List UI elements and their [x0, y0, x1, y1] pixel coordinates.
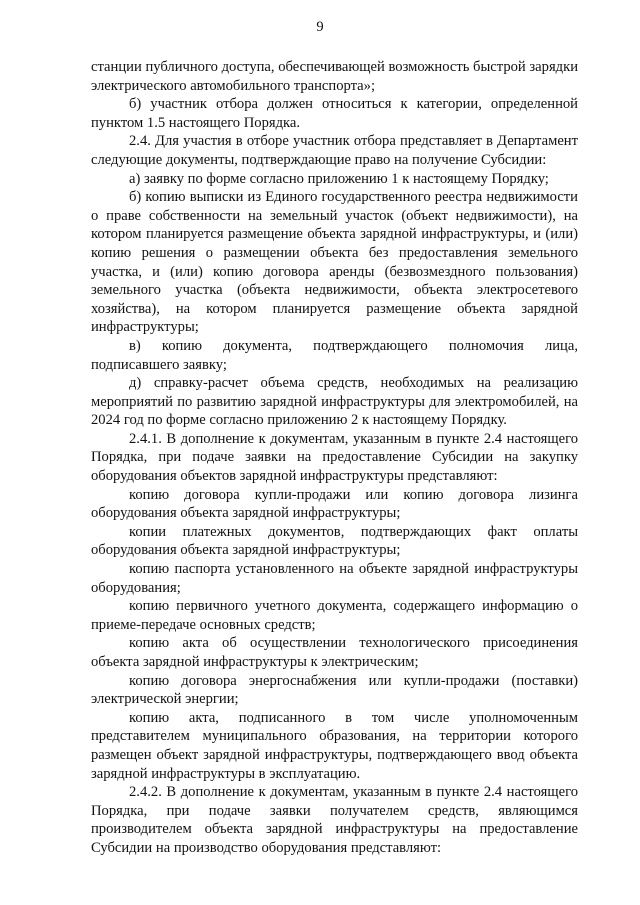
paragraph-9: копию договора купли-продажи или копию договора лизинга оборудования объекта зарядной инфраструктуры; — [91, 486, 578, 522]
paragraph-11: копию паспорта установленного на объекте зарядной инфраструктуры оборудования; — [91, 561, 578, 596]
paragraph-7: д) справку-расчет объема средств, необходимых на реализацию мероприятий по развитию зарядной инфраструктуры для электромобилей, на 2024 год по форме согласно приложению 2 к настоящему Порядку. — [91, 375, 578, 429]
page-number: 9 — [316, 19, 324, 35]
paragraph-14: копию договора энергоснабжения или купли-продажи (поставки) электрической энергии; — [91, 672, 578, 708]
paragraph-13: копию акта об осуществлении технологического присоединения объекта зарядной инфраструктуры к электрическим; — [91, 635, 578, 670]
paragraph-3: 2.4. Для участия в отборе участник отбора представляет в Департамент следующие документы, подтверждающие право на получение Субсидии: — [91, 133, 578, 168]
paragraph-1: станции публичного доступа, обеспечивающей возможность быстрой зарядки электрического автомобильного транспорта»; — [91, 59, 578, 94]
paragraph-10: копии платежных документов, подтверждающих факт оплаты оборудования объекта зарядной инфраструктуры; — [91, 523, 578, 559]
paragraph-4: а) заявку по форме согласно приложению 1 к настоящему Порядку; — [129, 170, 549, 187]
paragraph-6: в) копию документа, подтверждающего полномочия лица, подписавшего заявку; — [91, 337, 578, 373]
document-body — [91, 58, 578, 858]
paragraph-16: 2.4.2. В дополнение к документам, указанным в пункте 2.4 настоящего Порядка, при подаче заявки получателем средств, являющимся производителем объекта зарядной инфраструктуры на предоставление Субсидии на производство оборудования представляют: — [91, 784, 578, 856]
paragraph-2: б) участник отбора должен относиться к категории, определенной пунктом 1.5 настоящего Порядка. — [91, 96, 578, 131]
paragraph-8: 2.4.1. В дополнение к документам, указанным в пункте 2.4 настоящего Порядка, при подаче заявки на предоставление Субсидии на закупку оборудования объектов зарядной инфраструктуры представляют: — [91, 430, 578, 485]
paragraph-12: копию первичного учетного документа, содержащего информацию о приеме-передаче основных средств; — [91, 598, 578, 633]
paragraph-15: копию акта, подписанного в том числе уполномоченным представителем муниципального образования, на территории которого размещен объект зарядной инфраструктуры, подтверждающего ввод объекта зарядной инфраструктуры в эксплуатацию. — [91, 709, 578, 782]
paragraph-5: б) копию выписки из Единого государственного реестра недвижимости о праве собственности на земельный участок (объект недвижимости), на котором планируется размещение объекта зарядной инфраструктуры, и (или) копию решения о размещении объекта без предоставления земельного участка, и (или) копию договора аренды (безвозмездного пользования) земельного участка (объекта недвижимости, объекта электросетевого хозяйства), на котором планируется размещение объекта зарядной инфраструктуры; — [91, 189, 578, 336]
